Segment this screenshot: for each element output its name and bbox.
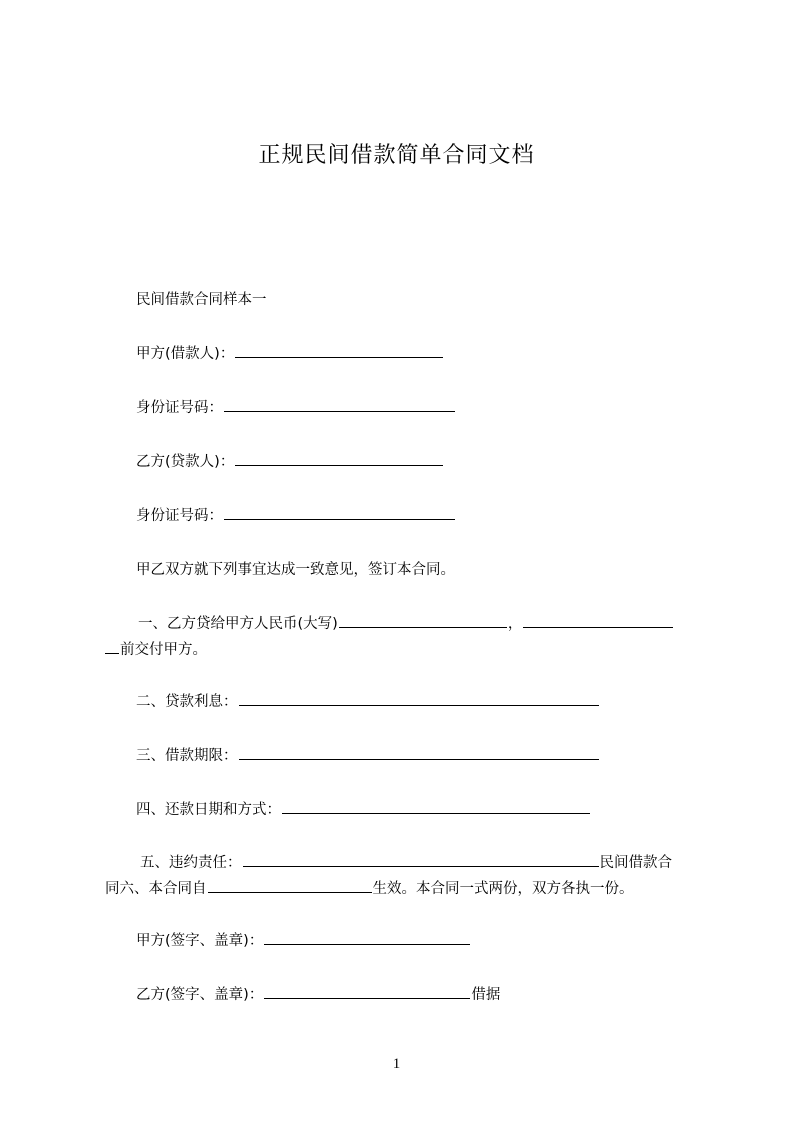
clause-1-amount-blank[interactable] [339, 611, 507, 628]
clause-1-date-blank-cont[interactable] [105, 637, 119, 654]
party-a-label: 甲方(借款人)： [136, 346, 235, 362]
party-b-id-line [105, 503, 736, 529]
clause-4-label: 四、还款日期和方式： [136, 802, 281, 818]
party-a-id-label: 身份证号码： [136, 400, 223, 416]
subtitle-text: 民间借款合同样本一 [136, 292, 267, 308]
clause-4-line [105, 797, 736, 823]
signature-a-line [105, 928, 736, 954]
clause-1-comma: ， [507, 616, 523, 632]
signature-b-label: 乙方(签字、盖章)： [136, 987, 264, 1003]
clause-1-prefix: 一、乙方贷给甲方人民币(大写) [138, 616, 338, 632]
clause-3-blank[interactable] [239, 743, 599, 760]
clause-6-line [105, 876, 705, 902]
clause-6-suffix: 生效。本合同一式两份，双方各执一份。 [372, 881, 634, 897]
party-a-line [105, 341, 736, 367]
page-number: 1 [392, 1056, 401, 1072]
signature-a-label: 甲方(签字、盖章)： [136, 933, 264, 949]
clause-5-suffix: 民间借款合 [599, 855, 672, 871]
party-b-id-blank[interactable] [224, 503, 455, 520]
clause-5-prefix: 五、违约责任： [140, 855, 242, 871]
clause-1-continuation [105, 637, 705, 663]
clause-1-line [105, 611, 738, 637]
party-a-blank[interactable] [235, 341, 443, 358]
party-a-id-line [105, 395, 736, 421]
agreement-intro-text: 甲乙双方就下列事宜达成一致意见，签订本合同。 [136, 562, 455, 578]
clause-3-line [105, 743, 736, 769]
clause-4-blank[interactable] [282, 797, 590, 814]
party-b-id-label: 身份证号码： [136, 508, 223, 524]
clause-5-blank[interactable] [243, 850, 599, 867]
party-b-blank[interactable] [235, 449, 443, 466]
signature-a-blank[interactable] [264, 928, 470, 945]
party-b-line [105, 449, 736, 475]
clause-3-label: 三、借款期限： [136, 748, 238, 764]
clause-1-date-blank[interactable] [523, 611, 673, 628]
clause-2-label: 二、贷款利息： [136, 694, 238, 710]
clause-6-prefix: 同六、本合同自 [105, 881, 207, 897]
party-b-label: 乙方(贷款人)： [136, 454, 235, 470]
contract-subtitle [105, 287, 736, 313]
agreement-intro [105, 557, 736, 583]
signature-b-line [105, 982, 736, 1008]
signature-b-blank[interactable] [264, 982, 470, 999]
clause-6-blank[interactable] [208, 876, 372, 893]
clause-2-blank[interactable] [239, 689, 599, 706]
signature-b-suffix: 借据 [471, 987, 501, 1003]
party-a-id-blank[interactable] [224, 395, 455, 412]
clause-2-line [105, 689, 736, 715]
clause-1-suffix: 前交付甲方。 [120, 642, 207, 658]
document-title: 正规民间借款简单合同文档 [258, 143, 535, 168]
clause-5-line [105, 850, 740, 876]
